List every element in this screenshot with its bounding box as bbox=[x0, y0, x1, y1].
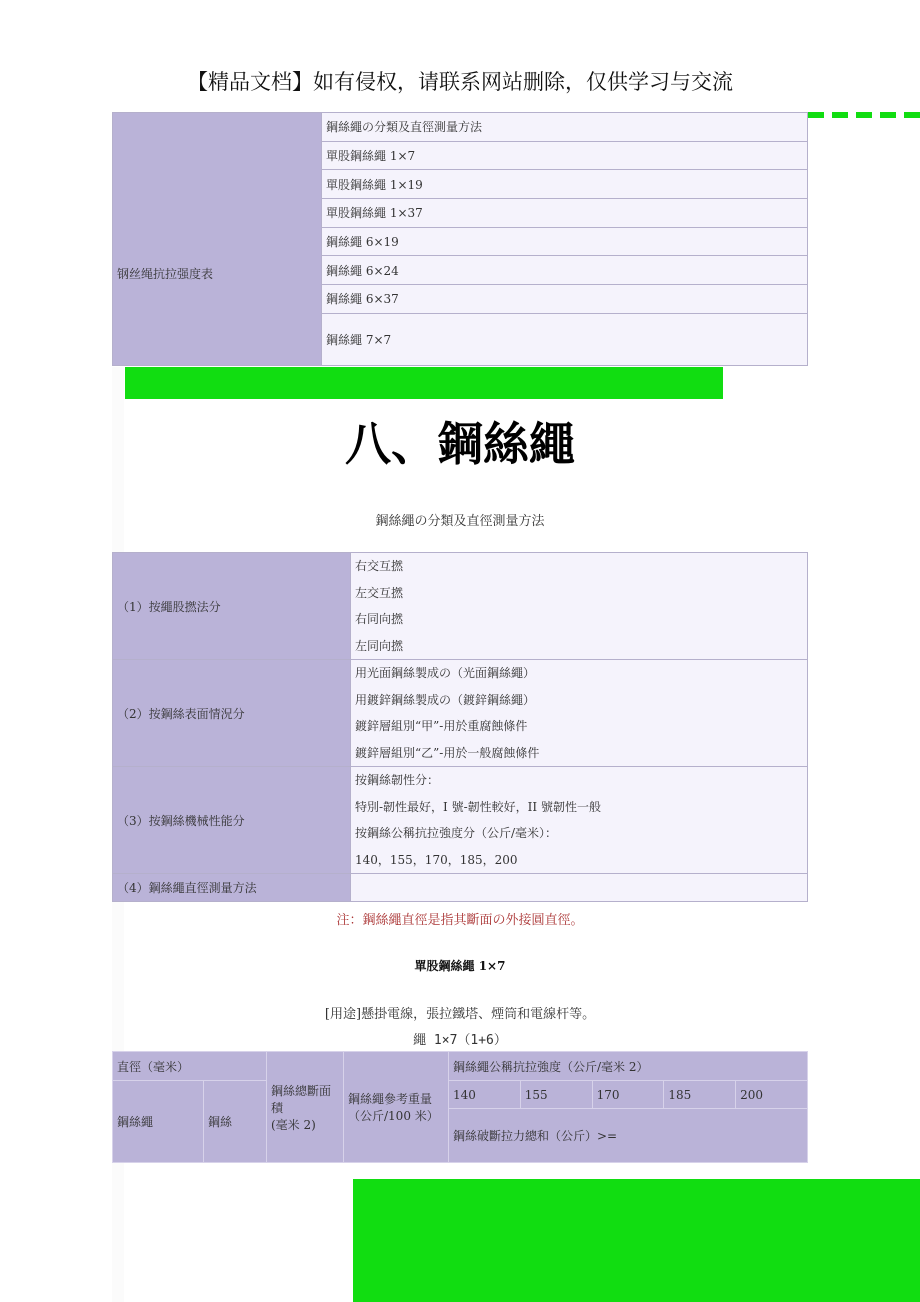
class-line: 左同向撚 bbox=[355, 638, 404, 653]
grade-185: 185 bbox=[664, 1081, 736, 1109]
classification-table bbox=[112, 552, 808, 902]
section-subtitle: 鋼絲繩の分類及直徑測量方法 bbox=[375, 514, 545, 529]
class-row-label: （4）鋼絲繩直徑測量方法 bbox=[113, 874, 351, 902]
toc-link[interactable]: 單股鋼絲繩 1×7 bbox=[322, 141, 808, 170]
class-line: 鍍鋅層組別“甲”-用於重腐蝕條件 bbox=[355, 719, 528, 733]
grade-140: 140 bbox=[449, 1081, 521, 1109]
breaking-force-header: 鋼絲破斷拉力總和（公斤）>= bbox=[449, 1109, 808, 1163]
class-line: 特別-韌性最好，I 號-韌性較好，II 號韌性一般 bbox=[355, 799, 601, 814]
class-row-label: （2）按鋼絲表面情況分 bbox=[113, 660, 351, 767]
single-strand-title: 單股鋼絲繩 1×7 bbox=[414, 959, 506, 973]
class-line: 右交互撚 bbox=[355, 559, 404, 573]
usage-text: [用途]懸掛電線，張拉鐵塔、煙筒和電線杆等。 bbox=[324, 1007, 596, 1022]
class-line bbox=[351, 874, 808, 902]
grade-200: 200 bbox=[736, 1081, 808, 1109]
wire-col-header: 鋼絲 bbox=[204, 1081, 267, 1163]
page-banner: 【精品文档】如有侵权，请联系网站删除，仅供学习与交流 bbox=[187, 70, 733, 94]
grade-155: 155 bbox=[520, 1081, 592, 1109]
class-line: 用鍍鋅鋼絲製成の（鍍鋅鋼絲繩） bbox=[355, 692, 536, 707]
diameter-note: 注：鋼絲繩直徑是指其斷面の外接圓直徑。 bbox=[336, 913, 584, 928]
toc-link[interactable]: 鋼絲繩 6×19 bbox=[322, 227, 808, 256]
toc-link[interactable]: 鋼絲繩 7×7 bbox=[322, 313, 808, 365]
class-row-label: （3）按鋼絲機械性能分 bbox=[113, 767, 351, 874]
toc-label: 钢丝绳抗拉强度表 bbox=[113, 113, 322, 366]
section-title: 八、鋼絲繩 bbox=[345, 417, 575, 471]
toc-link[interactable]: 單股鋼絲繩 1×19 bbox=[322, 170, 808, 199]
rope-col-header: 鋼絲繩 bbox=[113, 1081, 204, 1163]
toc-link[interactable]: 鋼絲繩の分類及直徑測量方法 bbox=[322, 113, 808, 142]
class-line: 左交互撚 bbox=[355, 585, 404, 600]
toc-link[interactable]: 鋼絲繩 6×24 bbox=[322, 256, 808, 285]
class-line: 按鋼絲韌性分： bbox=[355, 773, 440, 787]
class-line: 右同向撚 bbox=[355, 612, 404, 626]
grade-170: 170 bbox=[592, 1081, 664, 1109]
strength-header: 鋼絲繩公稱抗拉強度（公斤/毫米 2） bbox=[449, 1052, 808, 1081]
spec-table bbox=[112, 1051, 808, 1163]
green-block bbox=[125, 367, 723, 399]
diameter-header: 直徑（毫米） bbox=[113, 1052, 267, 1081]
class-line: 140，155，170，185，200 bbox=[355, 852, 518, 867]
toc-link[interactable]: 單股鋼絲繩 1×37 bbox=[322, 199, 808, 228]
weight-header: 鋼絲繩參考重量 （公斤/100 米） bbox=[344, 1052, 449, 1163]
green-block bbox=[353, 1179, 920, 1302]
class-line: 按鋼絲公稱抗拉強度分（公斤/毫米）： bbox=[355, 826, 558, 840]
toc-link[interactable]: 鋼絲繩 6×37 bbox=[322, 285, 808, 314]
class-line: 鍍鋅層組別“乙”-用於一般腐蝕條件 bbox=[355, 745, 540, 760]
class-row-label: （1）按繩股撚法分 bbox=[113, 553, 351, 660]
rope-spec: 繩 1×7（1+6） bbox=[413, 1033, 507, 1048]
toc-table bbox=[112, 112, 808, 366]
decorative-dash-line bbox=[808, 112, 920, 118]
class-line: 用光面鋼絲製成の（光面鋼絲繩） bbox=[355, 666, 536, 680]
area-header: 鋼絲總斷面 積 (毫米 2) bbox=[267, 1052, 344, 1163]
